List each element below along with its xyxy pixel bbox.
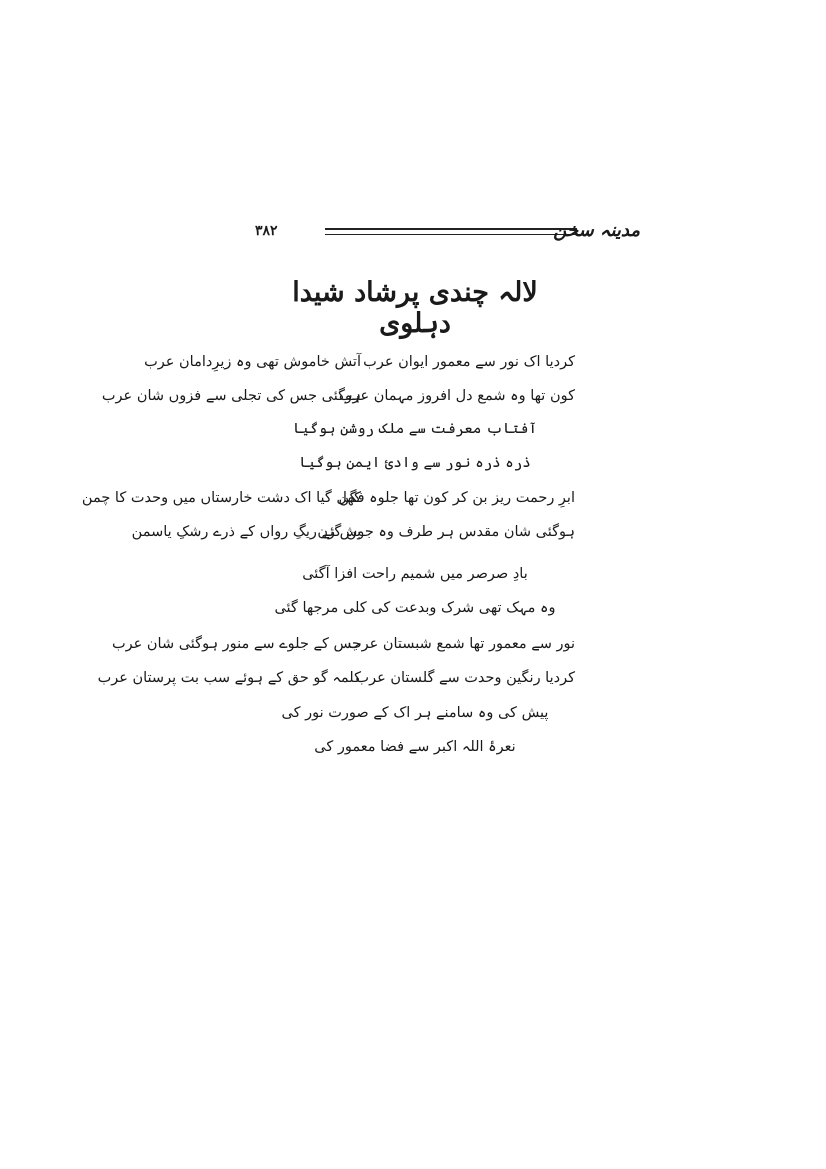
page-number: ۳۸۲ <box>255 223 278 239</box>
misra-first: ابرِ رحمت ریز بن کر کون تھا جلوہ فگن <box>338 490 575 506</box>
refrain-line: پیش کی وہ سامنے ہر اک کے صورت نور کی <box>281 705 549 721</box>
misra-second: جس کے جلوے سے منور ہوگئی شان عرب <box>111 636 361 652</box>
refrain-line: آفتاب معرفت سے ملک روشن ہوگیا <box>293 421 537 437</box>
misra-second: بن گئے ریگِ رواں کے ذرے رشکِ یاسمن <box>131 524 361 540</box>
couplet <box>111 636 575 658</box>
misra-second: آتش خاموش تھی وہ زیرِدامان عرب <box>144 354 361 370</box>
misra-first: ہوگئی شان مقدس ہر طرف وہ جوش زن <box>317 524 575 540</box>
refrain-line: ذرہ ذرہ نور سے وادیٔ ایمن ہوگیا <box>299 455 531 471</box>
misra-first: کون تھا وہ شمع دل افروز مہمان عرب <box>338 388 575 404</box>
header-rule <box>325 228 577 235</box>
refrain-line: وہ مہک تھی شرک وبدعت کی کلی مرجھا گئی <box>274 600 556 616</box>
couplet <box>131 524 575 546</box>
misra-second: کلمہ گو حق کے ہوئے سب بت پرستان عرب <box>97 670 361 686</box>
misra-first: کردیا اک نور سے معمور ایوان عرب <box>363 354 575 370</box>
poem-title: لالہ چندی پرشاد شیدا دہلوی <box>292 277 538 339</box>
couplet <box>144 354 575 376</box>
couplet <box>101 388 575 410</box>
couplet <box>97 670 575 692</box>
misra-second: ہوگئی جس کی تجلی سے فزوں شان عرب <box>101 388 361 404</box>
misra-second: کھل گیا اک دشت خارستاں میں وحدت کا چمن <box>81 490 361 506</box>
refrain-line: بادِ صرصر میں شمیم راحت افزا آگئی <box>302 566 528 582</box>
misra-first: کردیا رنگین وحدت سے گلستان عرب <box>355 670 575 686</box>
couplet <box>81 490 575 512</box>
refrain-line: نعرۂ اللہ اکبر سے فضا معمور کی <box>314 739 516 755</box>
running-head: مدینہ سخن <box>553 220 640 241</box>
misra-first: نور سے معمور تھا شمع شبستان عرب <box>347 636 575 652</box>
